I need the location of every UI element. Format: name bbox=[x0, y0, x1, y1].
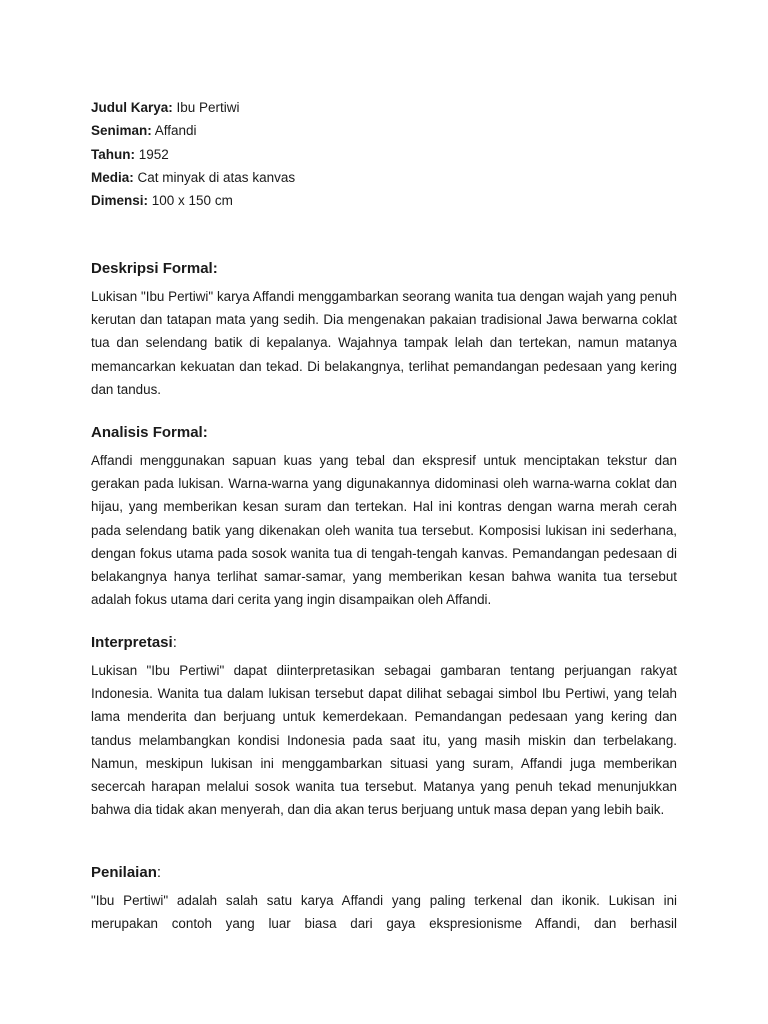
section-analisis-formal bbox=[91, 422, 677, 611]
meta-value: Cat minyak di atas kanvas bbox=[133, 169, 296, 185]
artwork-metadata bbox=[91, 96, 677, 212]
meta-artist bbox=[91, 119, 677, 142]
section-heading bbox=[91, 862, 677, 884]
meta-dimensions bbox=[91, 189, 677, 212]
meta-key: Seniman: bbox=[91, 123, 152, 139]
meta-medium bbox=[91, 166, 677, 189]
section-heading-colon: : bbox=[212, 260, 218, 277]
section-heading-colon: : bbox=[172, 634, 177, 651]
section-heading-text: Penilaian bbox=[91, 864, 157, 881]
section-body: Lukisan "Ibu Pertiwi" dapat diinterpretasikan sebagai gambaran tentang perjuangan rakyat Indonesia. Wanita tua dalam lukisan tersebut dapat dilihat sebagai simbol Ibu Pertiwi, yang telah lama menderita dan berjuang untuk kemerdekaan. Pemandangan pedesaan yang kering dan tandus melambangkan kondisi Indonesia pada saat itu, yang masih miskin dan terbelakang. Namun, meskipun lukisan ini menggambarkan situasi yang suram, Affandi juga memberikan secercah harapan melalui sosok wanita tua tersebut. Matanya yang penuh tekad menunjukkan bahwa dia tidak akan menyerah, dan dia akan terus berjuang untuk masa depan yang lebih baik. bbox=[91, 663, 677, 818]
meta-key: Dimensi: bbox=[91, 193, 149, 209]
section-heading-colon: : bbox=[156, 864, 162, 881]
meta-key: Tahun: bbox=[91, 146, 135, 162]
section-deskripsi-formal bbox=[91, 258, 677, 401]
section-heading-text: Interpretasi bbox=[91, 634, 173, 651]
section-heading-text: Analisis Formal bbox=[91, 424, 203, 441]
meta-value: 1952 bbox=[135, 146, 169, 162]
meta-key: Media: bbox=[91, 169, 134, 185]
meta-value: Ibu Pertiwi bbox=[172, 100, 240, 115]
document-page bbox=[91, 96, 677, 932]
section-heading-colon: : bbox=[202, 424, 208, 441]
section-interpretasi bbox=[91, 632, 677, 821]
meta-key: Judul Karya: bbox=[91, 100, 173, 115]
meta-title bbox=[91, 96, 677, 119]
meta-value: 100 x 150 cm bbox=[148, 193, 233, 209]
section-penilaian bbox=[91, 862, 677, 935]
meta-value: Affandi bbox=[151, 123, 197, 139]
section-heading-text: Deskripsi Formal bbox=[91, 260, 213, 277]
section-heading bbox=[91, 258, 677, 280]
section-heading bbox=[91, 422, 677, 444]
meta-year bbox=[91, 143, 677, 166]
section-body: "Ibu Pertiwi" adalah salah satu karya Affandi yang paling terkenal dan ikonik. Lukisan ini merupakan contoh yang luar biasa dari gaya ekspresionisme Affandi, dan berhasil bbox=[91, 893, 677, 932]
section-body: Affandi menggunakan sapuan kuas yang tebal dan ekspresif untuk menciptakan tekstur dan gerakan pada lukisan. Warna-warna yang digunakannya didominasi oleh warna-warna coklat dan hijau, yang memberikan kesan suram dan tertekan. Hal ini kontras dengan warna merah cerah pada selendang batik yang dikenakan oleh wanita tua tersebut. Komposisi lukisan ini sederhana, dengan fokus utama pada sosok wanita tua di tengah-tengah kanvas. Pemandangan pedesaan di belakangnya hanya terlihat samar-samar, yang memberikan kesan bahwa wanita tua tersebut adalah fokus utama dari cerita yang ingin disampaikan oleh Affandi. bbox=[91, 453, 677, 608]
section-body: Lukisan "Ibu Pertiwi" karya Affandi menggambarkan seorang wanita tua dengan wajah yang penuh kerutan dan tatapan mata yang sedih. Dia mengenakan pakaian tradisional Jawa berwarna coklat tua dan selendang batik di kepalanya. Wajahnya tampak lelah dan tertekan, namun matanya memancarkan kekuatan dan tekad. Di belakangnya, terlihat pemandangan pedesaan yang kering dan tandus. bbox=[91, 289, 677, 397]
section-heading bbox=[91, 632, 677, 654]
